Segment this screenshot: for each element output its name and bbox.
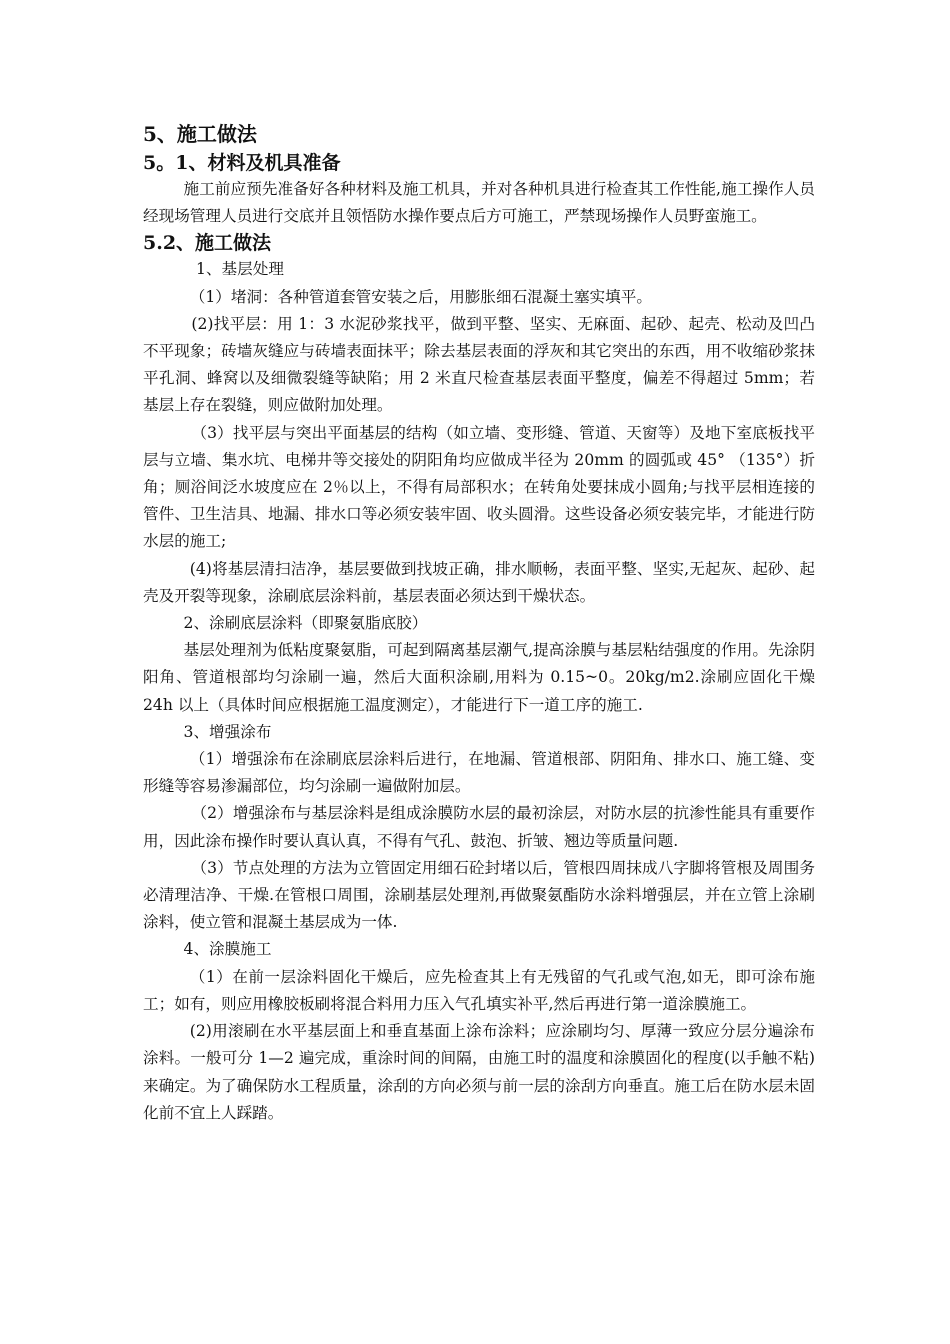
paragraph-3-1: （1）增强涂布在涂刷底层涂料后进行，在地漏、管道根部、阴阳角、排水口、施工缝、变形缝等容易渗漏部位，均匀涂刷一遍做附加层。 [143, 750, 815, 796]
paragraph-2-1: 基层处理剂为低粘度聚氨脂，可起到隔离基层潮气,提高涂膜与基层粘结强度的作用。先涂阴阳角、管道根部均匀涂刷一遍，然后大面积涂刷,用料为 0.15~0。20kg/m2.涂刷应固化干燥 24h 以上（具体时间应根据施工温度测定），才能进行下一道工序的施工. [143, 641, 815, 714]
step-title-4: 4、涂膜施工 [183, 940, 272, 959]
paragraph-1-2: (2)找平层：用 1：3 水泥砂浆找平，做到平整、坚实、无麻面、起砂、起壳、松动及凹凸不平现象；砖墙灰缝应与砖墙表面抹平；除去基层表面的浮灰和其它突出的东西，用不收缩砂浆抹平孔洞、蜂窝以及细微裂缝等缺陷；用 2 米直尺检查基层表面平整度，偏差不得超过 5mm；若基层上存在裂缝，则应做附加处理。 [143, 314, 815, 415]
paragraph-1-3: （3）找平层与突出平面基层的结构（如立墙、变形缝、管道、天窗等）及地下室底板找平层与立墙、集水坑、电梯井等交接处的阴阳角均应做成半径为 20mm 的圆弧或 45° （135°）折角；厕浴间泛水坡度应在 2％以上，不得有局部积水；在转角处要抹成小圆角;与找平层相连接的管件、卫生洁具、地漏、排水口等必须安装牢固、收头圆滑。这些设备必须安装完毕，才能进行防水层的施工; [143, 423, 815, 551]
paragraph-4-2: (2)用滚刷在水平基层面上和垂直基面上涂布涂料；应涂刷均匀、厚薄一致应分层分遍涂布涂料。一般可分 1—2 遍完成，重涂时间的间隔，由施工时的温度和涂膜固化的程度(以手触不粘)来确定。为了确保防水工程质量，涂刮的方向必须与前一层的涂刮方向垂直。施工后在防水层未固化前不宜上人踩踏。 [143, 1022, 815, 1122]
step-title-1: 1、基层处理 [196, 260, 284, 279]
section-title: 5、施工做法 [143, 122, 257, 146]
step-title-3: 3、增强涂布 [183, 722, 272, 741]
paragraph-3-3: （3）节点处理的方法为立管固定用细石砼封堵以后，管根四周抹成八字脚将管根及周围务必清理洁净、干燥.在管根口周围，涂刷基层处理剂,再做聚氨酯防水涂料增强层，并在立管上涂刷涂料，使立管和混凝土基层成为一体. [143, 858, 815, 932]
paragraph-1-4: (4)将基层清扫洁净，基层要做到找坡正确，排水顺畅，表面平整、坚实,无起灰、起砂、起壳及开裂等现象，涂刷底层涂料前，基层表面必须达到干燥状态。 [143, 559, 815, 605]
paragraph-3-2: （2）增强涂布与基层涂料是组成涂膜防水层的最初涂层，对防水层的抗渗性能具有重要作用，因此涂布操作时要认真认真，不得有气孔、鼓泡、折皱、翘边等质量问题. [143, 804, 815, 850]
subsection-title-5-1: 5。1、材料及机具准备 [143, 152, 341, 174]
paragraph-4-1: （1）在前一层涂料固化干燥后，应先检查其上有无残留的气孔或气泡,如无，即可涂布施工；如有，则应用橡胶板刷将混合料用力压入气孔填实补平,然后再进行第一道涂膜施工。 [143, 967, 815, 1013]
document-page [143, 118, 815, 1127]
paragraph-5-1: 施工前应预先准备好各种材料及施工机具，并对各种机具进行检查其工作性能,施工操作人员经现场管理人员进行交底并且领悟防水操作要点后方可施工，严禁现场操作人员野蛮施工。 [143, 180, 815, 226]
subsection-title-5-2: 5.2、施工做法 [143, 232, 272, 255]
paragraph-1-1: （1）堵洞：各种管道套管安装之后，用膨胀细石混凝土塞实填平。 [189, 287, 652, 306]
step-title-2: 2、涂刷底层涂料（即聚氨脂底胶） [183, 614, 428, 633]
